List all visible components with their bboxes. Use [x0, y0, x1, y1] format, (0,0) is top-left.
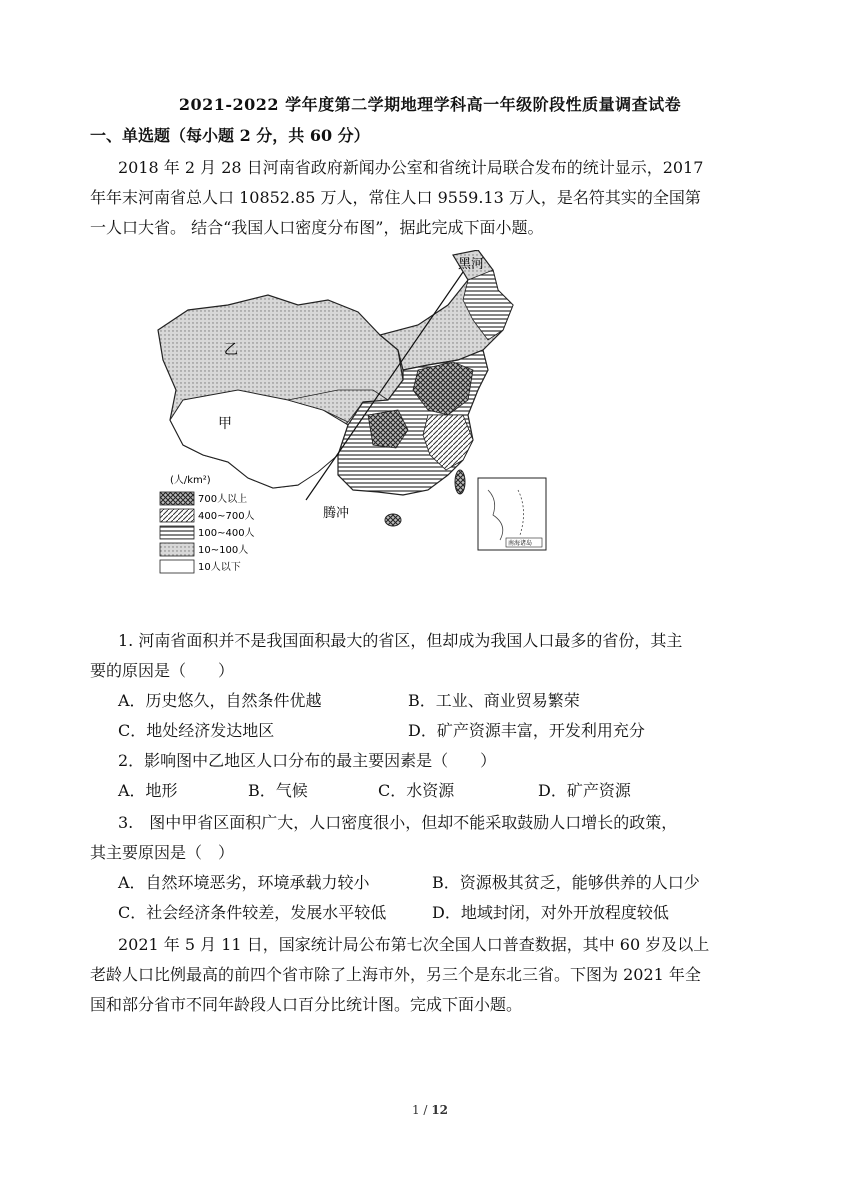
label-yi: 乙 [224, 342, 238, 358]
q1-option-d: D．矿产资源丰富，开发利用充分 [408, 721, 645, 740]
legend-item-2: 400~700人 [198, 511, 255, 522]
legend-title: (人/km²) [170, 475, 211, 486]
legend-swatch-1 [160, 492, 194, 505]
intro2-line-3: 国和部分省市不同年龄段人口百分比统计图。完成下面小题。 [90, 995, 523, 1014]
legend-item-4: 10~100人 [198, 545, 249, 556]
page-title: 2021-2022 学年度第二学期地理学科高一年级阶段性质量调查试卷 [178, 95, 682, 114]
q1-stem-line-1: 1. 河南省面积并不是我国面积最大的省区，但却成为我国人口最多的省份，其主 [118, 631, 683, 650]
legend-swatch-3 [160, 526, 194, 539]
page-current: 1 / [411, 1103, 428, 1117]
legend-swatch-2 [160, 509, 194, 522]
label-tengchong: 腾冲 [323, 506, 350, 521]
q2-option-d: D．矿产资源 [538, 781, 631, 800]
q1-option-a: A．历史悠久，自然条件优越 [118, 691, 322, 710]
section-heading: 一、单选题（每小题 2 分，共 60 分） [90, 126, 370, 145]
q1-stem-line-2: 要的原因是（ ） [90, 661, 235, 680]
legend-item-5: 10人以下 [198, 562, 241, 573]
taiwan-island [455, 470, 465, 494]
intro-line-2: 年年末河南省总人口 10852.85 万人，常住人口 9559.13 万人，是名符其实的全国第 [90, 188, 701, 207]
population-density-map [148, 250, 708, 590]
legend [160, 492, 255, 573]
intro2-line-1: 2021 年 5 月 11 日，国家统计局公布第七次全国人口普查数据，其中 60 岁及以上 [118, 935, 710, 954]
q3-option-b: B．资源极其贫乏，能够供养的人口少 [432, 873, 700, 892]
page-number [0, 1103, 860, 1117]
china-map-figure [148, 250, 708, 590]
q3-stem-line-1: 3. 图中甲省区面积广大，人口密度很小，但却不能采取鼓励人口增长的政策， [118, 813, 678, 832]
q1-option-b: B．工业、商业贸易繁荣 [408, 691, 580, 710]
legend-swatch-4 [160, 543, 194, 556]
hainan-island [385, 514, 401, 526]
intro-line-3: 一人口大省。 结合“我国人口密度分布图”，据此完成下面小题。 [90, 218, 544, 237]
q2-option-a: A．地形 [118, 781, 178, 800]
legend-item-3: 100~400人 [198, 528, 255, 539]
q2-stem: 2．影响图中乙地区人口分布的最主要因素是（ ） [118, 751, 497, 770]
q1-option-c: C．地处经济发达地区 [118, 721, 275, 740]
q3-option-c: C．社会经济条件较差，发展水平较低 [118, 903, 387, 922]
page-total: 12 [431, 1103, 449, 1117]
q3-stem-line-2: 其主要原因是（ ） [90, 843, 235, 862]
q2-option-c: C．水资源 [378, 781, 455, 800]
label-jia: 甲 [218, 416, 232, 432]
q3-option-a: A．自然环境恶劣，环境承载力较小 [118, 873, 370, 892]
label-heihe: 黑河 [458, 257, 485, 272]
label-inset: 南海诸岛 [508, 540, 533, 547]
intro2-line-2: 老龄人口比例最高的前四个省市除了上海市外，另三个是东北三省。下图为 2021 年全 [90, 965, 701, 984]
intro-line-1: 2018 年 2 月 28 日河南省政府新闻办公室和省统计局联合发布的统计显示，2017 [118, 158, 704, 177]
legend-item-1: 700人以上 [198, 494, 248, 505]
q2-option-b: B．气候 [248, 781, 308, 800]
q3-option-d: D．地域封闭，对外开放程度较低 [432, 903, 669, 922]
legend-swatch-5 [160, 560, 194, 573]
